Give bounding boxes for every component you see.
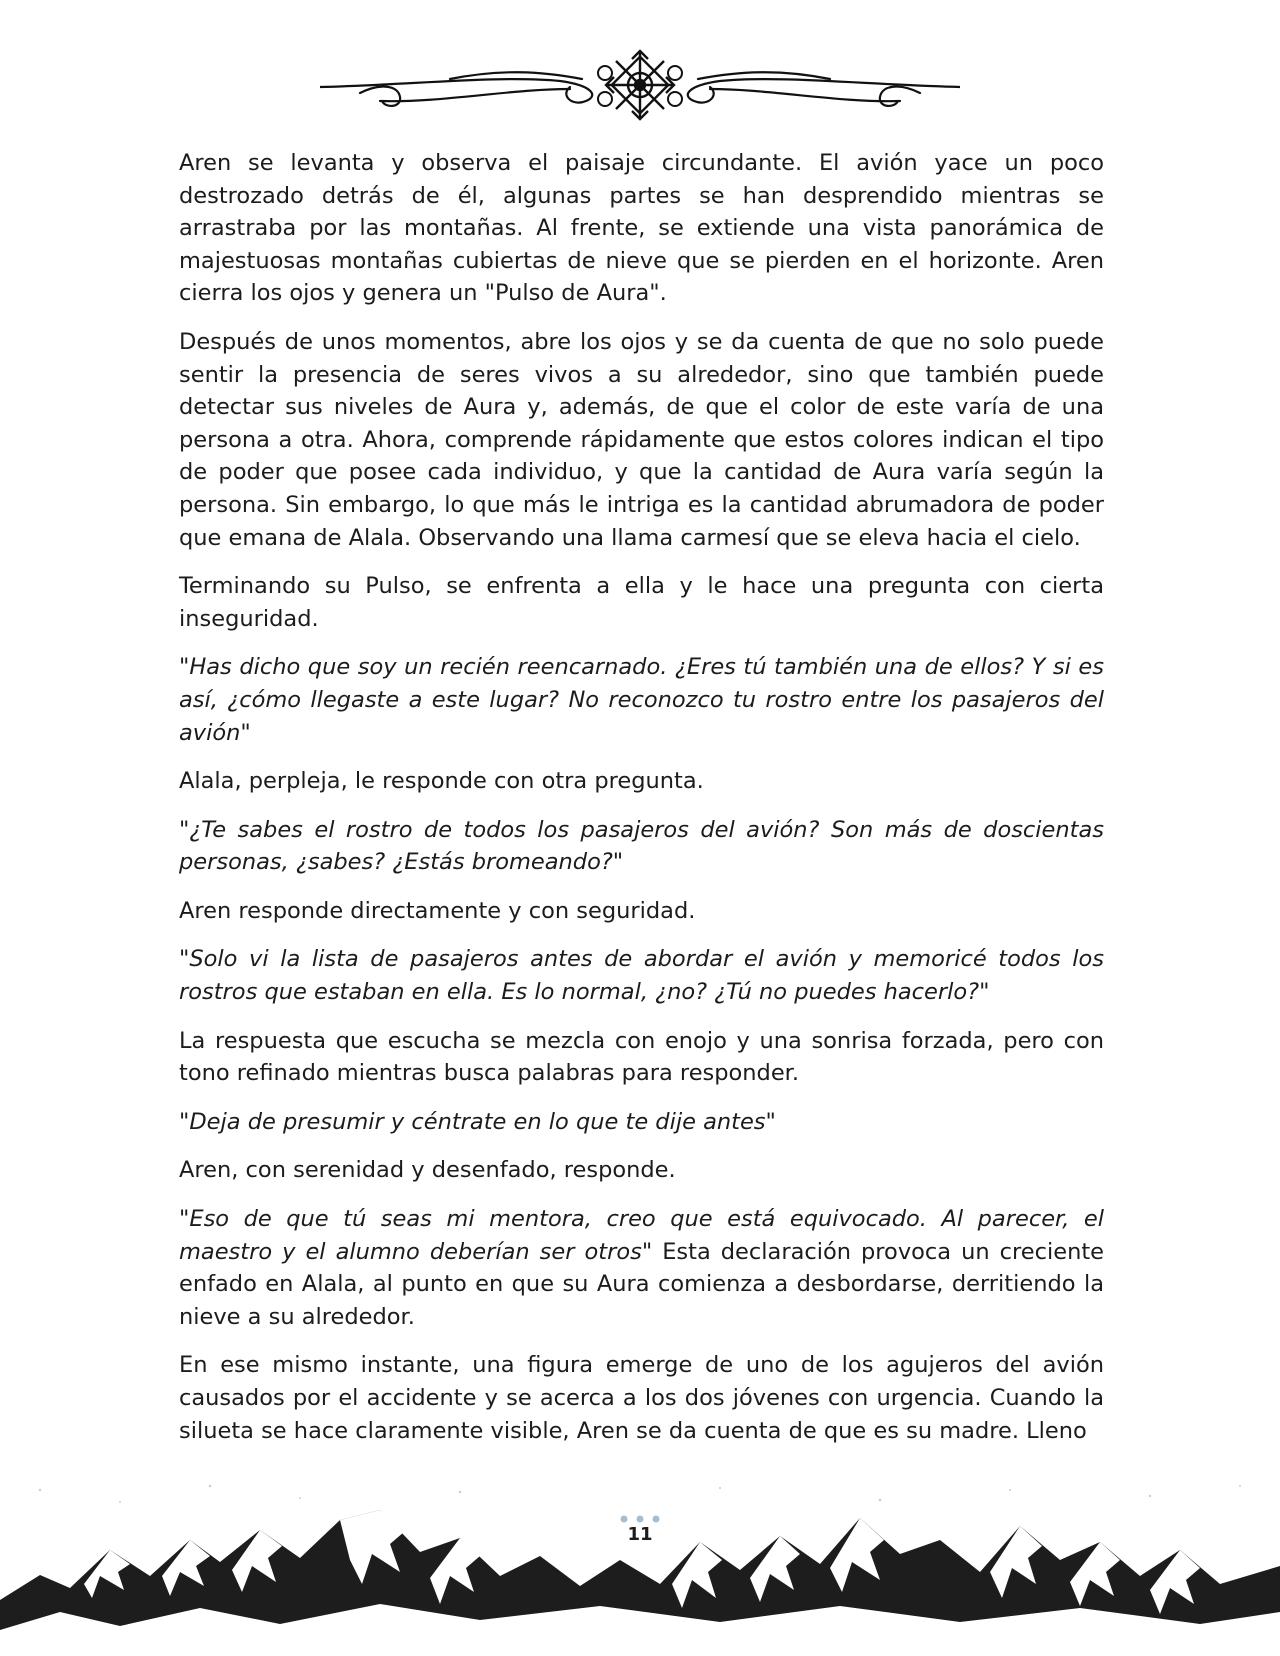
narration: Esta declaración provoca un creciente enfado en Alala, al punto en que su Aura comienza a desbordarse, derritiendo la nieve a su alrededor.: [179, 1238, 1104, 1330]
paragraph: Aren se levanta y observa el paisaje circundante. El avión yace un poco destrozado detrás de él, algunas partes se han desprendido mientras se arrastraba por las montañas. Al frente, se extiende una vista panorámica de majestuosas montañas cubiertas de nieve que se pierden en el horizonte. Aren cierra los ojos y genera un "Pulso de Aura".: [179, 150, 1104, 307]
mountain-range-icon: [0, 1480, 1280, 1656]
ornament-flourish-icon: [320, 45, 960, 125]
dialogue-quote: "Solo vi la lista de pasajeros antes de abordar el avión y memoricé todos los rostros que estaban en ella. Es lo normal, ¿no? ¿Tú no puedes hacerlo?": [179, 946, 1104, 1006]
dialogue-quote: "Has dicho que soy un recién reencarnado. ¿Eres tú también una de ellos? Y si es así, ¿cómo llegaste a este lugar? No reconozco tu rostro entre los pasajeros del avión": [179, 654, 1104, 746]
paragraph: En ese mismo instante, una figura emerge de uno de los agujeros del avión causados por el accidente y se acerca a los dos jóvenes con urgencia. Cuando la silueta se hace claramente visible, Aren se da cuenta de que es su madre. Lleno: [179, 1352, 1104, 1444]
dialogue-quote: "Deja de presumir y céntrate en lo que te dije antes": [179, 1108, 776, 1135]
paragraph: Después de unos momentos, abre los ojos y se da cuenta de que no solo puede sentir la presencia de seres vivos a su alrededor, sino que también puede detectar sus niveles de Aura y, además, de que el color de este varía de una persona a otra. Ahora, comprende rápidamente que estos colores indican el tipo de poder que posee cada individuo, y que la cantidad de Aura varía según la persona. Sin embargo, lo que más le intriga es la cantidad abrumadora de poder que emana de Alala. Observando una llama carmesí que se eleva hacia el cielo.: [179, 328, 1104, 551]
body-text: [179, 147, 1104, 1463]
page-number: 11: [627, 1524, 653, 1545]
dialogue-quote: "Eso de que tú seas mi mentora, creo que está equivocado. Al parecer, el maestro y el alumno deberían ser otros": [179, 1206, 1104, 1265]
paragraph: Terminando su Pulso, se enfrenta a ella y le hace una pregunta con cierta inseguridad.: [179, 573, 1104, 632]
paragraph: [179, 1203, 1104, 1333]
paragraph: Alala, perpleja, le responde con otra pregunta.: [179, 768, 704, 795]
paragraph: Aren, con serenidad y desenfado, responde.: [179, 1157, 676, 1184]
paragraph: Aren responde directamente y con seguridad.: [179, 897, 696, 924]
paragraph: La respuesta que escucha se mezcla con enojo y una sonrisa forzada, pero con tono refinado mientras busca palabras para responder.: [179, 1027, 1104, 1087]
dialogue-quote: "¿Te sabes el rostro de todos los pasajeros del avión? Son más de doscientas personas, ¿sabes? ¿Estás bromeando?": [179, 816, 1104, 876]
page-dots-icon: [619, 1514, 661, 1524]
